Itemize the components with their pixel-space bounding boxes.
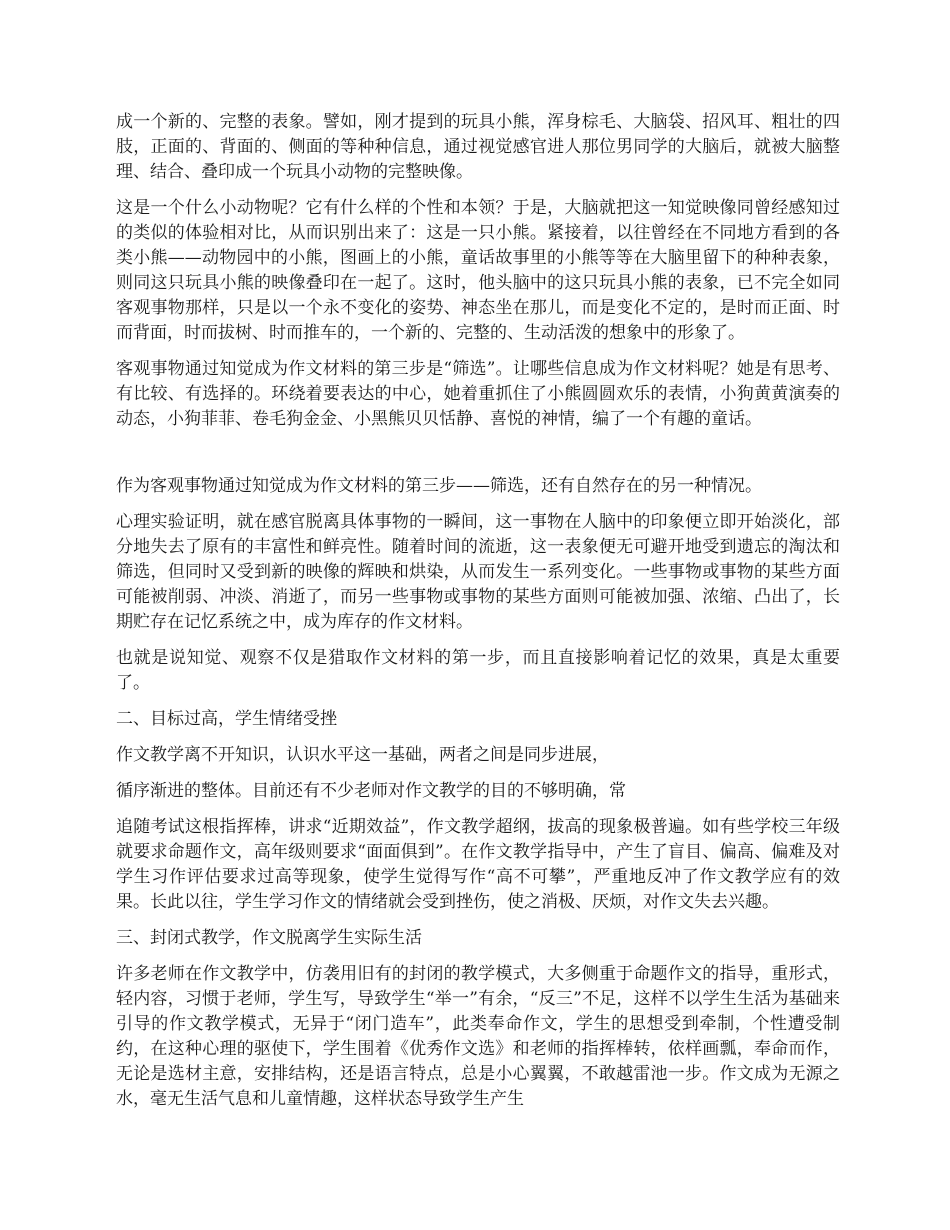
- paragraph-closed-teaching: 许多老师在作文教学中，仿袭用旧有的封闭的教学模式，大多侧重于命题作文的指导，重形式，轻内容，习惯于老师，学生写，导致学生“举一”有余，“反三”不足，这样不以学生生活为基础来引导的作文教学模式，无异于“闭门造车”，此类奉命作文，学生的思想受到牵制，个性遭受制约，在这种心理的驱使下，学生围着《优秀作文选》和老师的指挥棒转，依样画瓢，奉命而作，无论是选材主意，安排结构，还是语言特点，总是小心翼翼，不敢越雷池一步。作文成为无源之水，毫无生活气息和儿童情趣，这样状态导致学生产生: [116, 964, 840, 1109]
- paragraph-recognition: 这是一个什么小动物呢？它有什么样的个性和本领？于是，大脑就把这一知觉映像同曾经感知过的类似的体验相对比，从而识别出来了：这是一只小熊。紧接着，以往曾经在不同地方看到的各类小熊——动物园中的小熊，图画上的小熊，童话故事里的小熊等等在大脑里留下的种种表象，则同这只玩具小熊的映像叠印在一起了。这时，他头脑中的这只玩具小熊的表象，已不完全如同客观事物那样，只是以一个永不变化的姿势、神态坐在那儿，而是变化不定的，是时而正面、时而背面，时而拔树、时而推车的，一个新的、完整的、生动活泼的想象中的形象了。: [116, 198, 840, 343]
- paragraph-another-case: 作为客观事物通过知觉成为作文材料的第三步——筛选，还有自然存在的另一种情况。: [116, 476, 762, 496]
- paragraph-bear-image: 成一个新的、完整的表象。譬如，刚才提到的玩具小熊，浑身棕毛、大脑袋、招风耳、粗壮的四肢，正面的、背面的、侧面的等种种信息，通过视觉感官进人那位男同学的大脑后，就被大脑整理、结合、叠印成一个玩具小动物的完整映像。: [116, 112, 840, 182]
- document-body: [116, 110, 840, 1123]
- paragraph-knowledge-basis: 作文教学离不开知识，认识水平这一基础，两者之间是同步进展，: [116, 745, 609, 765]
- section-heading-3: 三、封闭式教学，作文脱离学生实际生活: [116, 928, 422, 948]
- paragraph-exam-pressure: 追随考试这根指挥棒，讲求“近期效益”，作文教学超纲，拔高的现象极普遍。如有些学校三年级就要求命题作文，高年级则要求“面面俱到”。在作文教学指导中，产生了盲目、偏高、偏难及对学生习作评估要求过高等现象，使学生觉得写作“高不可攀”，严重地反冲了作文教学应有的效果。长此以往，学生学习作文的情绪就会受到挫伤，使之消极、厌烦，对作文失去兴趣。: [116, 817, 840, 912]
- section-heading-2: 二、目标过高，学生情绪受挫: [116, 709, 337, 729]
- paragraph-observation-importance: 也就是说知觉、观察不仅是猎取作文材料的第一步，而且直接影响着记忆的效果，真是太重要了。: [116, 648, 840, 693]
- paragraph-gradual-whole: 循序渐进的整体。目前还有不少老师对作文教学的目的不够明确，常: [116, 781, 626, 801]
- paragraph-psychology-experiment: 心理实验证明，就在感官脱离具体事物的一瞬间，这一事物在人脑中的印象便立即开始淡化，部分地失去了原有的丰富性和鲜亮性。随着时间的流逝，这一表象便无可避开地受到遗忘的淘汰和筛选，但同时又受到新的映像的辉映和烘染，从而发生一系列变化。一些事物或事物的某些方面可能被削弱、冲淡、消逝了，而另一些事物或事物的某些方面则可能被加强、浓缩、凸出了，长期贮存在记忆系统之中，成为库存的作文材料。: [116, 512, 840, 632]
- paragraph-filtering-step: 客观事物通过知觉成为作文材料的第三步是“筛选”。让哪些信息成为作文材料呢？她是有思考、有比较、有选择的。环绕着要表达的中心，她着重抓住了小熊圆圆欢乐的表情，小狗黄黄演奏的动态，小狗菲菲、卷毛狗金金、小黑熊贝贝恬静、喜悦的神情，编了一个有趣的童话。: [116, 359, 840, 429]
